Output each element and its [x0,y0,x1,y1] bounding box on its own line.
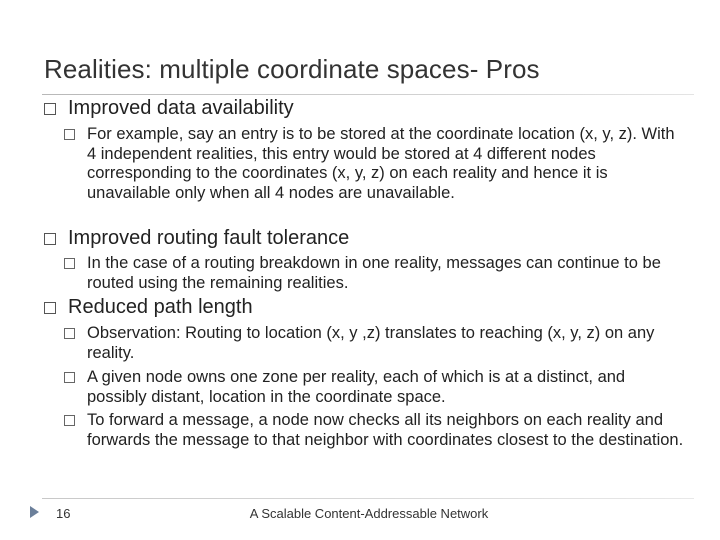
sub-bullet-text: For example, say an entry is to be stored at the coordinate location (x, y, z). With 4 independent realities, this entry would be stored at 4 different nodes corresponding to the coordinates (x, y, z) on each reality and hence it is unavailable only when all 4 nodes are unavailable. [87,125,675,202]
sub-bullet-text: To forward a message, a node now checks all its neighbors on each reality and forwards the message to that neighbor with coordinates closest to the destination. [87,411,684,449]
triangle-marker-icon [30,506,39,518]
sub-bullet-text: A given node owns one zone per reality, each of which is at a distinct, and possibly distant, location in the coordinate space. [87,368,626,406]
square-bullet-icon [64,258,75,269]
footer-text: A Scalable Content-Addressable Network [249,506,489,521]
sub-bullet [64,324,684,363]
footer-divider [42,498,694,499]
page-number: 16 [56,506,71,521]
square-bullet-icon [64,415,75,426]
sub-bullet [64,254,684,293]
square-bullet-icon [44,233,56,245]
sub-bullet-text: Observation: Routing to location (x, y ,z) translates to reaching (x, y, z) on any reality. [87,324,655,362]
square-bullet-icon [64,372,75,383]
bullet-reduced-path-length [44,296,253,319]
square-bullet-icon [44,302,56,314]
bullet-text: Reduced path length [68,296,253,318]
sub-bullet-text: In the case of a routing breakdown in one reality, messages can continue to be routed using the remaining realities. [87,254,661,292]
bullet-data-availability [44,97,294,120]
square-bullet-icon [64,328,75,339]
sub-bullet [64,411,684,450]
sub-bullet [64,125,684,203]
square-bullet-icon [44,103,56,115]
sub-bullet [64,368,684,407]
square-bullet-icon [64,129,75,140]
slide-title: Realities: multiple coordinate spaces- Pros [44,54,540,84]
bullet-routing-fault-tolerance [44,227,349,250]
bullet-text: Improved routing fault tolerance [68,227,350,249]
bullet-text: Improved data availability [68,97,294,119]
